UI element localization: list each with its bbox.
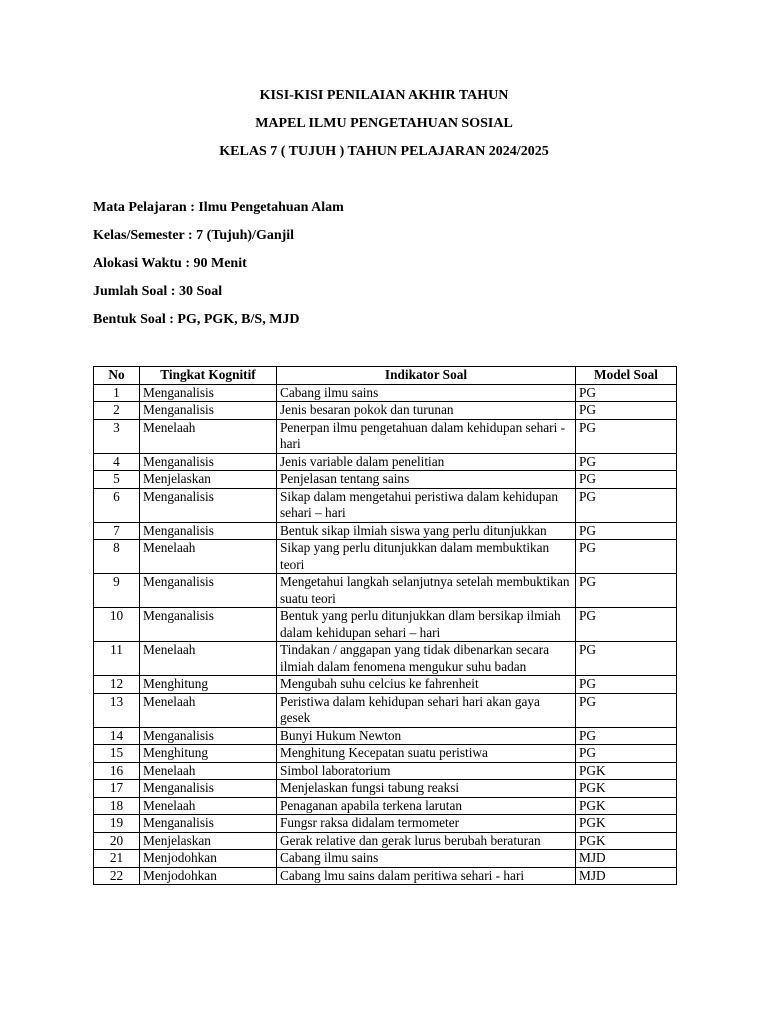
cell-indikator-soal: Bunyi Hukum Newton (277, 727, 576, 745)
cell-indikator-soal: Peristiwa dalam kehidupan sehari hari akan gaya gesek (277, 693, 576, 727)
cell-indikator-soal: Mengubah suhu celcius ke fahrenheit (277, 676, 576, 694)
cell-tingkat-kognitif: Menelaah (140, 419, 277, 453)
cell-indikator-soal: Penerpan ilmu pengetahuan dalam kehidupan sehari - hari (277, 419, 576, 453)
info-kelas-semester: Kelas/Semester : 7 (Tujuh)/Ganjil (93, 228, 295, 243)
header-tingkat-kognitif: Tingkat Kognitif (140, 367, 277, 385)
cell-no: 4 (94, 453, 140, 471)
info-bentuk-soal: Bentuk Soal : PG, PGK, B/S, MJD (93, 312, 300, 327)
cell-model-soal: PGK (576, 797, 677, 815)
cell-tingkat-kognitif: Menganalisis (140, 574, 277, 608)
cell-tingkat-kognitif: Menganalisis (140, 780, 277, 798)
cell-tingkat-kognitif: Menjelaskan (140, 832, 277, 850)
cell-tingkat-kognitif: Menganalisis (140, 453, 277, 471)
table-row (94, 832, 677, 850)
cell-no: 2 (94, 402, 140, 420)
cell-no: 22 (94, 867, 140, 885)
table-body (94, 384, 677, 885)
table-row (94, 608, 677, 642)
table-row (94, 745, 677, 763)
cell-tingkat-kognitif: Menghitung (140, 676, 277, 694)
cell-no: 14 (94, 727, 140, 745)
table-row (94, 522, 677, 540)
cell-model-soal: PG (576, 608, 677, 642)
cell-indikator-soal: Menghitung Kecepatan suatu peristiwa (277, 745, 576, 763)
cell-indikator-soal: Jenis variable dalam penelitian (277, 453, 576, 471)
cell-no: 18 (94, 797, 140, 815)
cell-no: 15 (94, 745, 140, 763)
cell-model-soal: PG (576, 488, 677, 522)
cell-model-soal: PG (576, 540, 677, 574)
table-row (94, 488, 677, 522)
table-row (94, 642, 677, 676)
cell-tingkat-kognitif: Menganalisis (140, 384, 277, 402)
cell-tingkat-kognitif: Menelaah (140, 693, 277, 727)
cell-indikator-soal: Sikap yang perlu ditunjukkan dalam membuktikan teori (277, 540, 576, 574)
cell-tingkat-kognitif: Menganalisis (140, 488, 277, 522)
cell-no: 19 (94, 815, 140, 833)
title-line-3: KELAS 7 ( TUJUH ) TAHUN PELAJARAN 2024/2025 (219, 144, 549, 159)
cell-no: 13 (94, 693, 140, 727)
cell-indikator-soal: Bentuk sikap ilmiah siswa yang perlu ditunjukkan (277, 522, 576, 540)
table-row (94, 850, 677, 868)
cell-no: 11 (94, 642, 140, 676)
cell-indikator-soal: Cabang ilmu sains (277, 384, 576, 402)
cell-indikator-soal: Penaganan apabila terkena larutan (277, 797, 576, 815)
title-line-2: MAPEL ILMU PENGETAHUAN SOSIAL (255, 116, 513, 131)
cell-no: 16 (94, 762, 140, 780)
cell-model-soal: PG (576, 522, 677, 540)
cell-model-soal: PG (576, 693, 677, 727)
table-row (94, 815, 677, 833)
table-row (94, 419, 677, 453)
table-row (94, 471, 677, 489)
cell-model-soal: PG (576, 642, 677, 676)
cell-tingkat-kognitif: Menelaah (140, 762, 277, 780)
cell-tingkat-kognitif: Menganalisis (140, 727, 277, 745)
cell-tingkat-kognitif: Menjodohkan (140, 867, 277, 885)
cell-no: 6 (94, 488, 140, 522)
cell-model-soal: PG (576, 574, 677, 608)
info-alokasi-waktu: Alokasi Waktu : 90 Menit (93, 256, 247, 271)
cell-indikator-soal: Mengetahui langkah selanjutnya setelah membuktikan suatu teori (277, 574, 576, 608)
cell-indikator-soal: Penjelasan tentang sains (277, 471, 576, 489)
cell-indikator-soal: Menjelaskan fungsi tabung reaksi (277, 780, 576, 798)
table-row (94, 693, 677, 727)
cell-model-soal: PG (576, 402, 677, 420)
table-row (94, 540, 677, 574)
cell-no: 20 (94, 832, 140, 850)
table-row (94, 384, 677, 402)
cell-tingkat-kognitif: Menelaah (140, 797, 277, 815)
table-row (94, 780, 677, 798)
cell-model-soal: PGK (576, 832, 677, 850)
table-row (94, 762, 677, 780)
cell-no: 3 (94, 419, 140, 453)
cell-no: 1 (94, 384, 140, 402)
cell-indikator-soal: Fungsr raksa didalam termometer (277, 815, 576, 833)
cell-model-soal: PG (576, 453, 677, 471)
table-header-row (94, 367, 677, 385)
cell-no: 10 (94, 608, 140, 642)
cell-model-soal: PG (576, 471, 677, 489)
cell-indikator-soal: Cabang ilmu sains (277, 850, 576, 868)
cell-tingkat-kognitif: Menganalisis (140, 815, 277, 833)
table-row (94, 676, 677, 694)
cell-tingkat-kognitif: Menganalisis (140, 608, 277, 642)
cell-tingkat-kognitif: Menjodohkan (140, 850, 277, 868)
info-jumlah-soal: Jumlah Soal : 30 Soal (93, 284, 223, 299)
cell-no: 8 (94, 540, 140, 574)
cell-model-soal: PGK (576, 815, 677, 833)
cell-model-soal: PG (576, 676, 677, 694)
cell-tingkat-kognitif: Menganalisis (140, 402, 277, 420)
kisi-kisi-table (93, 366, 677, 885)
cell-indikator-soal: Simbol laboratorium (277, 762, 576, 780)
info-mata-pelajaran: Mata Pelajaran : Ilmu Pengetahuan Alam (93, 200, 344, 215)
cell-indikator-soal: Bentuk yang perlu ditunjukkan dlam bersikap ilmiah dalam kehidupan sehari – hari (277, 608, 576, 642)
table-row (94, 867, 677, 885)
cell-indikator-soal: Gerak relative dan gerak lurus berubah beraturan (277, 832, 576, 850)
cell-indikator-soal: Cabang lmu sains dalam peritiwa sehari - hari (277, 867, 576, 885)
cell-no: 17 (94, 780, 140, 798)
cell-indikator-soal: Jenis besaran pokok dan turunan (277, 402, 576, 420)
cell-model-soal: MJD (576, 850, 677, 868)
header-indikator-soal: Indikator Soal (277, 367, 576, 385)
table-row (94, 453, 677, 471)
table-row (94, 574, 677, 608)
cell-tingkat-kognitif: Menelaah (140, 642, 277, 676)
cell-model-soal: PG (576, 384, 677, 402)
cell-no: 5 (94, 471, 140, 489)
cell-no: 9 (94, 574, 140, 608)
cell-no: 21 (94, 850, 140, 868)
cell-tingkat-kognitif: Menghitung (140, 745, 277, 763)
cell-model-soal: PG (576, 419, 677, 453)
table-row (94, 727, 677, 745)
cell-tingkat-kognitif: Menelaah (140, 540, 277, 574)
cell-tingkat-kognitif: Menganalisis (140, 522, 277, 540)
table-row (94, 797, 677, 815)
header-model-soal: Model Soal (576, 367, 677, 385)
cell-indikator-soal: Sikap dalam mengetahui peristiwa dalam kehidupan sehari – hari (277, 488, 576, 522)
cell-tingkat-kognitif: Menjelaskan (140, 471, 277, 489)
cell-no: 7 (94, 522, 140, 540)
cell-model-soal: PG (576, 745, 677, 763)
header-no: No (94, 367, 140, 385)
cell-model-soal: PGK (576, 762, 677, 780)
cell-model-soal: PGK (576, 780, 677, 798)
title-line-1: KISI-KISI PENILAIAN AKHIR TAHUN (259, 88, 509, 103)
table-row (94, 402, 677, 420)
cell-model-soal: MJD (576, 867, 677, 885)
cell-no: 12 (94, 676, 140, 694)
cell-indikator-soal: Tindakan / anggapan yang tidak dibenarkan secara ilmiah dalam fenomena mengukur suhu badan (277, 642, 576, 676)
cell-model-soal: PG (576, 727, 677, 745)
